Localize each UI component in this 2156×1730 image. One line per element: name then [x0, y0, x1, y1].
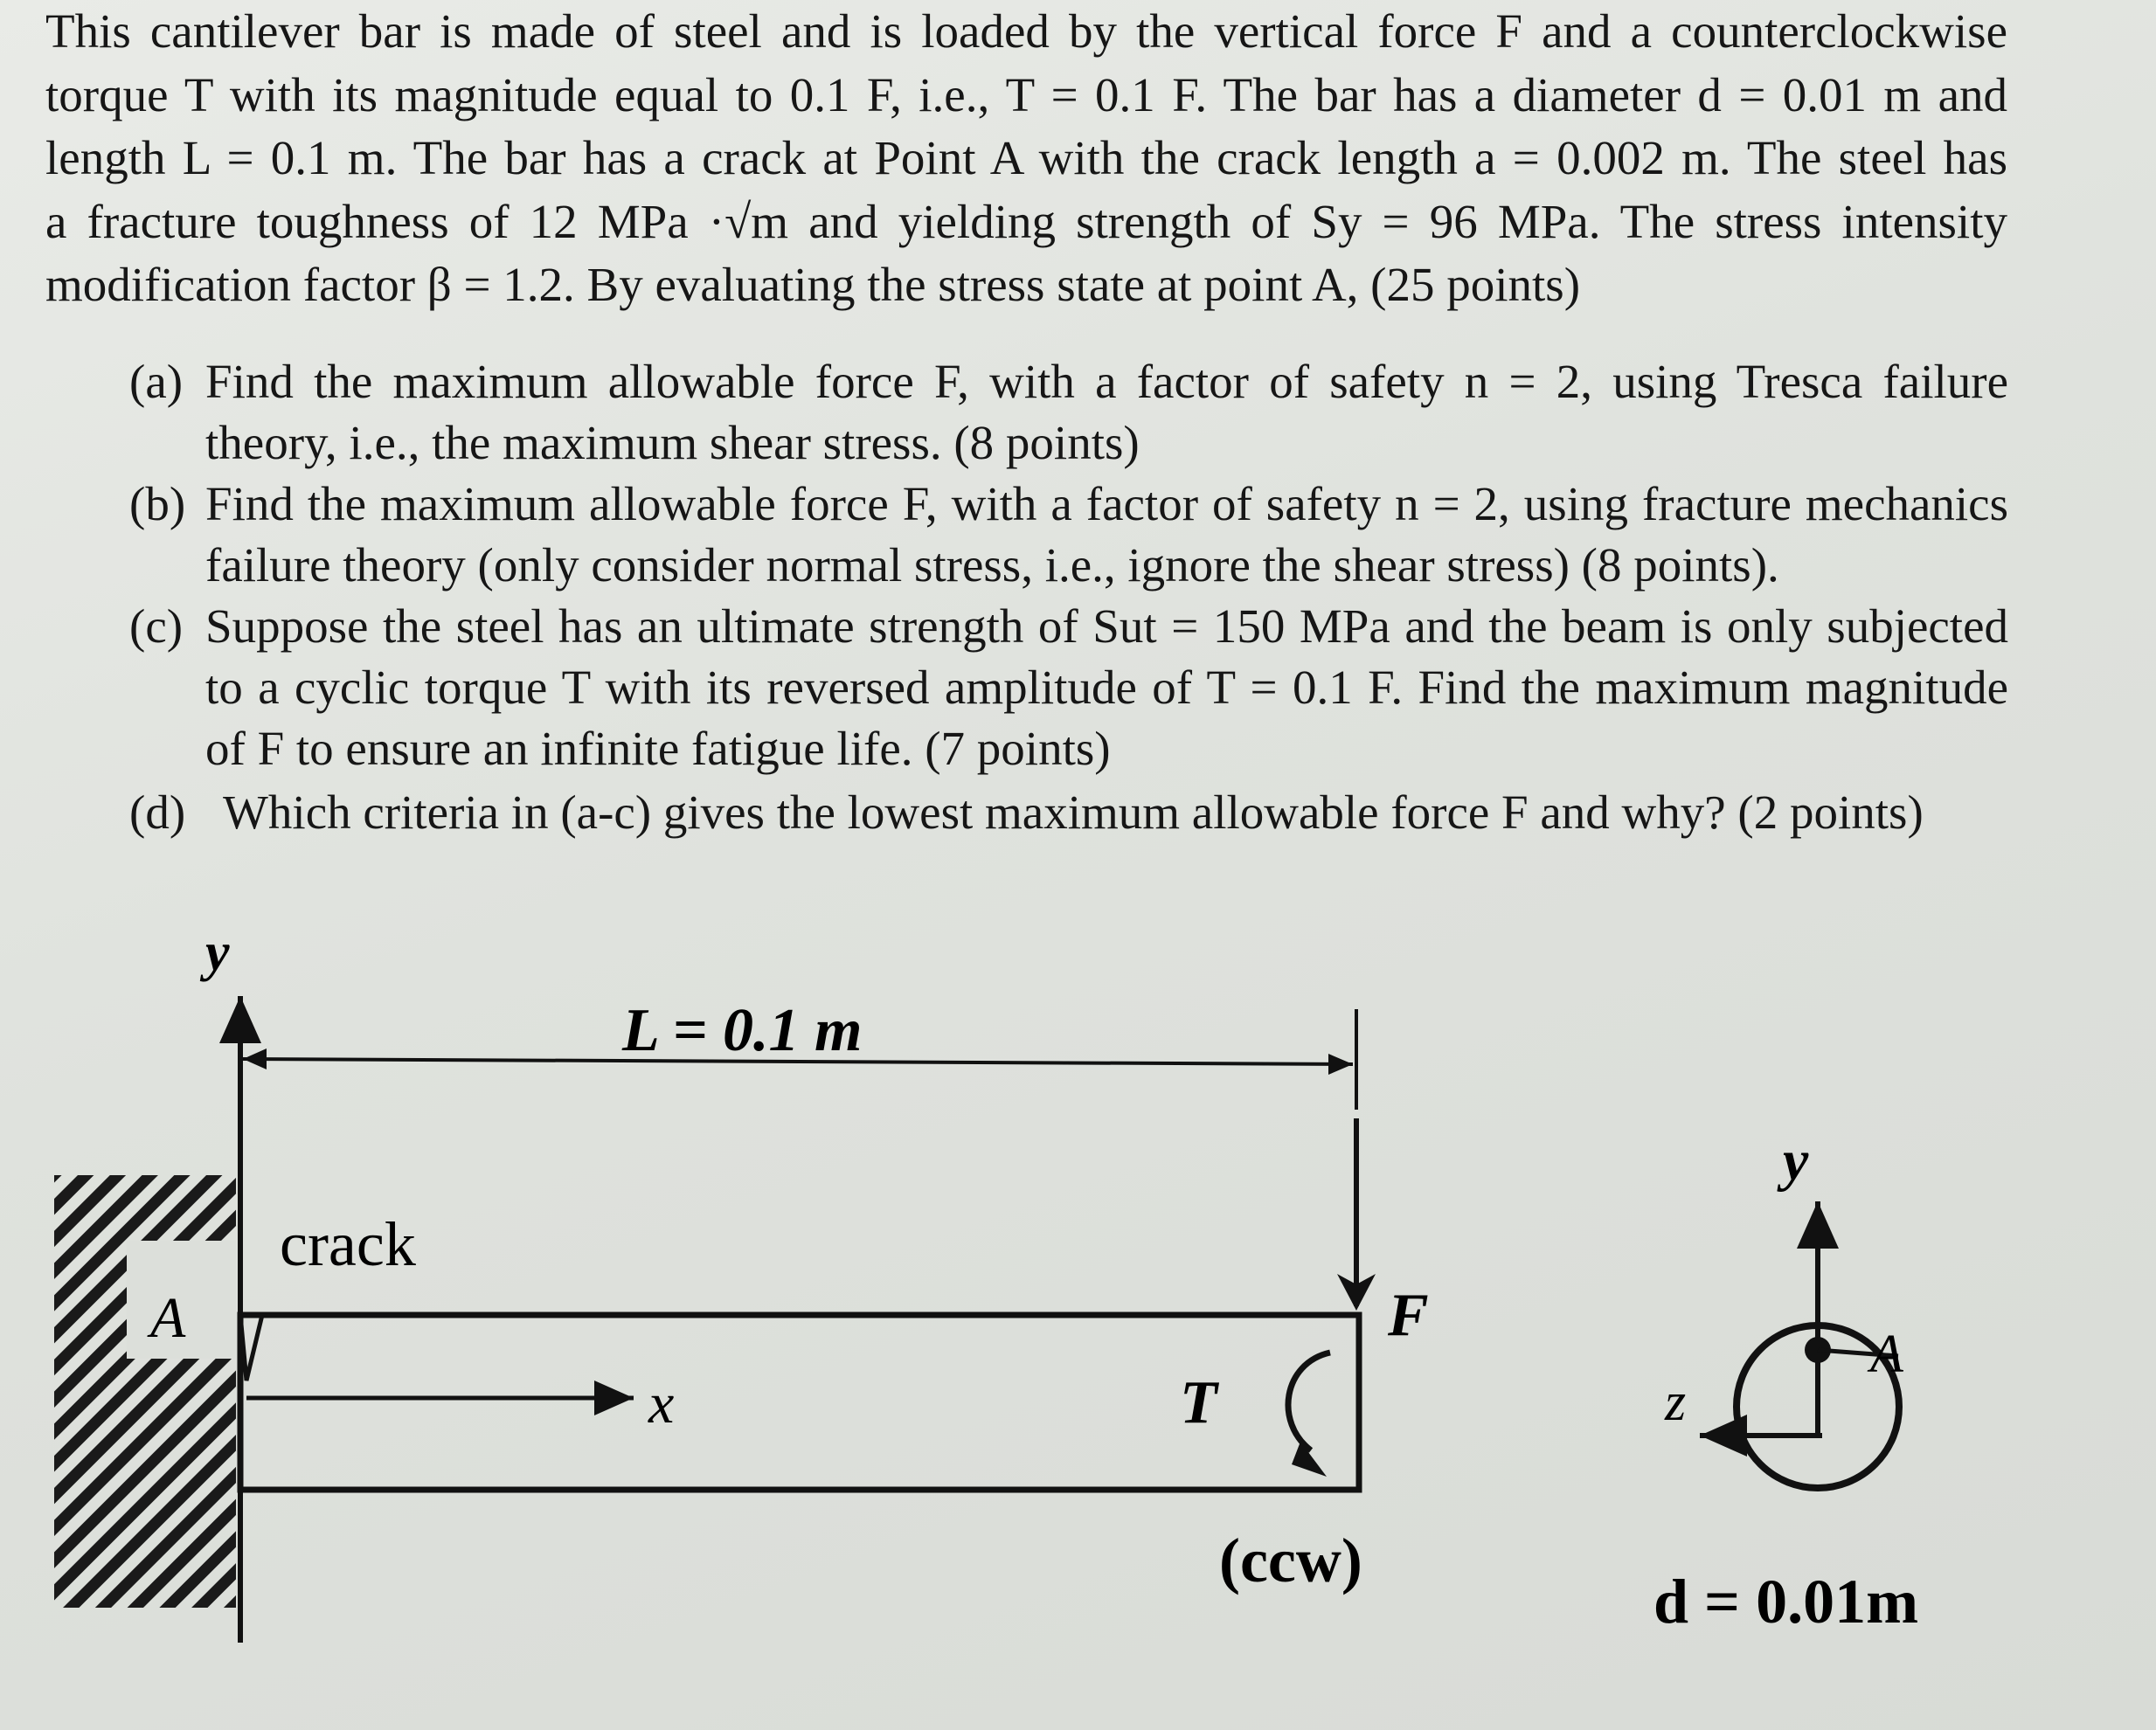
fixed-wall: [54, 1175, 236, 1608]
intro-line-4: a fracture toughness of 12 MPa ·√m and yielding strength of Sy = 96 MPa. The stress intensity: [45, 194, 2007, 248]
cantilever-diagram: [0, 874, 2156, 1730]
torque-direction-label: (ccw): [1219, 1526, 1362, 1595]
part-a-line-1: Find the maximum allowable force F, with a factor of safety n = 2, using Tresca failure: [205, 355, 2008, 408]
intro-line-3: length L = 0.1 m. The bar has a crack at Point A with the crack length a = 0.002 m. The steel has: [45, 131, 2007, 184]
crack-label: crack: [280, 1209, 416, 1279]
part-a-label: (a): [129, 355, 184, 408]
force-label: F: [1388, 1282, 1429, 1349]
part-c-line-1: Suppose the steel has an ultimate strength of Sut = 150 MPa and the beam is only subjected: [205, 599, 2008, 653]
intro-line-1: This cantilever bar is made of steel and is loaded by the vertical force F and a counterclockwise: [45, 4, 2007, 58]
part-c-label: (c): [129, 599, 184, 653]
part-b-line-2: failure theory (only consider normal stress, i.e., ignore the shear stress) (8 points).: [205, 538, 1779, 592]
part-d-label: (d): [129, 785, 186, 839]
wall-y-label: y: [205, 923, 230, 982]
diameter-label: d = 0.01m: [1653, 1567, 1919, 1637]
torque-arrow-icon: [1288, 1353, 1330, 1450]
section-z-label: z: [1665, 1373, 1687, 1432]
cross-section: [1653, 1129, 1918, 1637]
crack-notch: [240, 1315, 262, 1381]
intro-line-2: torque T with its magnitude equal to 0.1 F, i.e., T = 0.1 F. The bar has a diameter d = 0.01 m and: [45, 67, 2007, 121]
length-arrow-left: [243, 1048, 267, 1069]
part-a-line-2: theory, i.e., the maximum shear stress. (8 points): [205, 416, 1140, 469]
part-c-line-2: to a cyclic torque T with its reversed amplitude of T = 0.1 F. Find the maximum magnitude: [205, 661, 2008, 714]
torque-label: T: [1180, 1369, 1217, 1436]
intro-line-5: modification factor β = 1.2. By evaluating the stress state at point A, (25 points): [45, 258, 1581, 311]
length-label: L = 0.1 m: [622, 997, 863, 1064]
part-b-line-1: Find the maximum allowable force F, with a factor of safety n = 2, using fracture mechanics: [205, 477, 2008, 530]
length-arrow-right: [1328, 1054, 1353, 1075]
x-axis-label: x: [648, 1372, 675, 1436]
problem-statement: [45, 0, 2007, 317]
part-b-label: (b): [129, 477, 186, 530]
point-a-label: A: [150, 1286, 186, 1350]
section-point-label: A: [1870, 1325, 1903, 1384]
part-d-line-1: Which criteria in (a-c) gives the lowest maximum allowable force F and why? (2 points): [223, 785, 1924, 839]
section-y-label: y: [1783, 1129, 1809, 1193]
part-c-line-3: of F to ensure an infinite fatigue life. (7 points): [205, 722, 1111, 775]
